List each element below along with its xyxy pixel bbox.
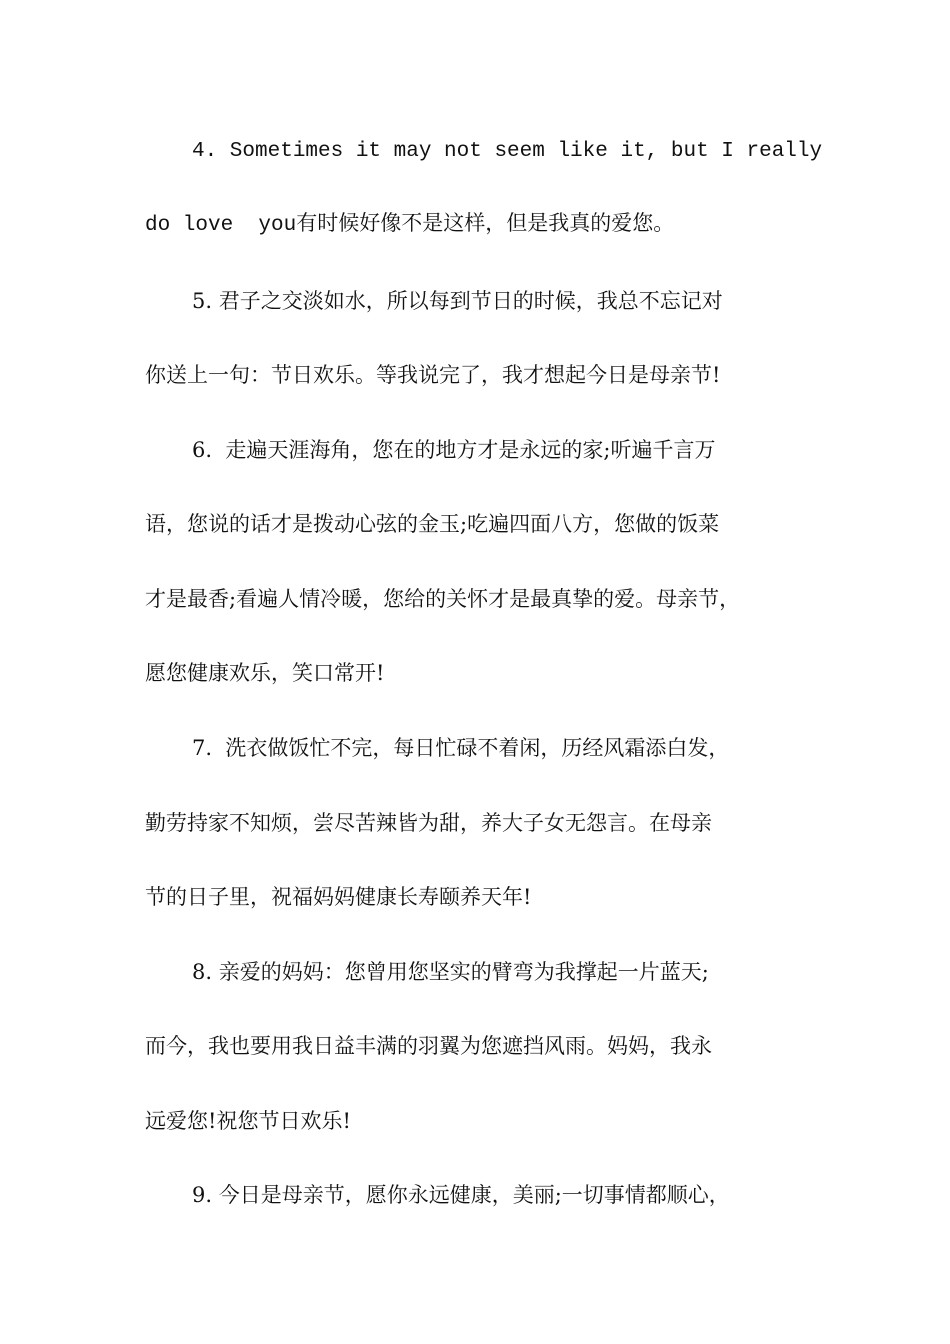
- item-8-line-2: 而今，我也要用我日益丰满的羽翼为您遮挡风雨。妈妈，我永: [145, 1034, 712, 1058]
- item-6-line-1: 6. 走遍天涯海角，您在的地方才是永远的家;听遍千言万: [192, 438, 716, 462]
- item-5-line-2: 你送上一句：节日欢乐。等我说完了，我才想起今日是母亲节!: [145, 363, 721, 387]
- item-8-line-3: 远爱您!祝您节日欢乐!: [145, 1109, 351, 1133]
- item-7-line-2: 勤劳持家不知烦，尝尽苦辣皆为甜，养大子女无怨言。在母亲: [145, 811, 712, 835]
- item-8-line-1: 8. 亲爱的妈妈：您曾用您坚实的臂弯为我撑起一片蓝天;: [192, 960, 709, 984]
- item-7-line-3: 节的日子里，祝福妈妈健康长寿颐养天年!: [145, 885, 532, 909]
- item-7-line-1: 7. 洗衣做饭忙不完，每日忙碌不着闲，历经风霜添白发，: [192, 736, 730, 760]
- item-5-line-1: 5. 君子之交淡如水，所以每到节日的时候，我总不忘记对: [192, 289, 723, 313]
- item-9-line-1: 9. 今日是母亲节，愿你永远健康，美丽;一切事情都顺心，: [192, 1183, 730, 1207]
- item-6-line-4: 愿您健康欢乐，笑口常开!: [145, 661, 385, 685]
- item-6-line-3: 才是最香;看遍人情冷暖，您给的关怀才是最真挚的爱。母亲节，: [145, 587, 741, 611]
- item-4-line-1: 4. Sometimes it may not seem like it, but I really: [192, 140, 823, 163]
- item-4-line-2: do love you有时候好像不是这样，但是我真的爱您。: [145, 214, 675, 237]
- item-6-line-2: 语，您说的话才是拨动心弦的金玉;吃遍四面八方，您做的饭菜: [145, 512, 720, 536]
